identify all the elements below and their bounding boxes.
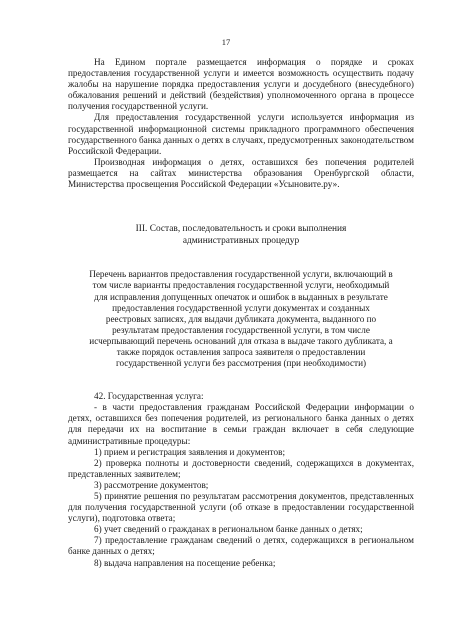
variants-line: также порядок оставления запроса заявителя о предоставлении (116, 346, 366, 357)
spacer (68, 190, 414, 224)
variants-line: государственной услуги без рассмотрения (при необходимости) (115, 358, 367, 369)
variants-line: Перечень вариантов предоставления государственной услуги, включающий в (89, 269, 393, 280)
variants-line: реестровых записях, для выдачи дубликата документа, выданного по (105, 313, 377, 324)
variants-line: предоставления государственной услуги документах и созданных (112, 302, 370, 313)
paragraph-derived-information: Производная информация о детях, оставшихся без попечения родителей размещается на сайтах министерства образования Оренбургской области, Министерства просвещения Российской Федерации «Усыновите.ру». (68, 156, 414, 190)
list-item: 7) предоставление гражданам сведений о детях, содержащихся в региональном банке данных о детях; (68, 535, 414, 557)
clause-text: - в части предоставления гражданам Российской Федерации информации о детях, оставшихся без попечения родителей, из регионального банка данных о детях для передачи их на воспитание в семьи граждан включает в себя следующие административные процедуры: (68, 402, 414, 446)
list-item: 8) выдача направления на посещение ребенка; (94, 557, 276, 568)
page-number: 17 (221, 37, 231, 47)
document-body (68, 57, 414, 569)
variants-line: том числе варианты предоставления государственной услуги, необходимый (92, 280, 390, 291)
list-item: 2) проверка полноты и достоверности сведений, содержащихся в документах, представленных заявителем; (68, 457, 414, 479)
list-item: 5) принятие решения по результатам рассмотрения документов, представленных для получения государственной услуги (об отказе в предоставлении государственной услуги), подготовка ответа; (68, 491, 414, 524)
list-item: 3) рассмотрение документов; (94, 479, 209, 490)
section-heading (68, 224, 414, 247)
list-item: 1) прием и регистрация заявления и документов; (94, 446, 286, 457)
variants-line: результатам предоставления государственной услуги, в том числе (112, 324, 370, 335)
spacer (68, 247, 414, 269)
section-heading-line-2: административных процедур (182, 235, 300, 246)
clause-title: 42. Государственная услуга: (94, 391, 204, 402)
list-item: 6) учет сведений о гражданах в региональном банке данных о детях; (94, 524, 363, 535)
procedures-list (68, 447, 414, 569)
variants-line: для исправления допущенных опечаток и ошибок в выданных в результате (94, 291, 388, 302)
section-heading-line-1: III. Состав, последовательность и сроки выполнения (135, 224, 347, 235)
variants-line: исчерпывающий перечень оснований для отказа в выдаче такого дубликата, а (89, 335, 393, 346)
paragraph-information-system: Для предоставления государственной услуги используется информация из государственной информационной системы прикладного программного обеспечения государственного банка данных о детях в случаях, предусмотренных законодательством Российской Федерации. (68, 112, 414, 156)
paragraph-portal-info: На Едином портале размещается информация о порядке и сроках предоставления государственной услуги и имеется возможность осуществить подачу жалобы на нарушение порядка предоставления услуги и досудебного (внесудебного) обжалования решений и действий (бездействия) уполномоченного органа в процессе получения государственной услуги. (68, 57, 414, 112)
spacer (68, 369, 414, 391)
variants-heading (68, 269, 414, 369)
